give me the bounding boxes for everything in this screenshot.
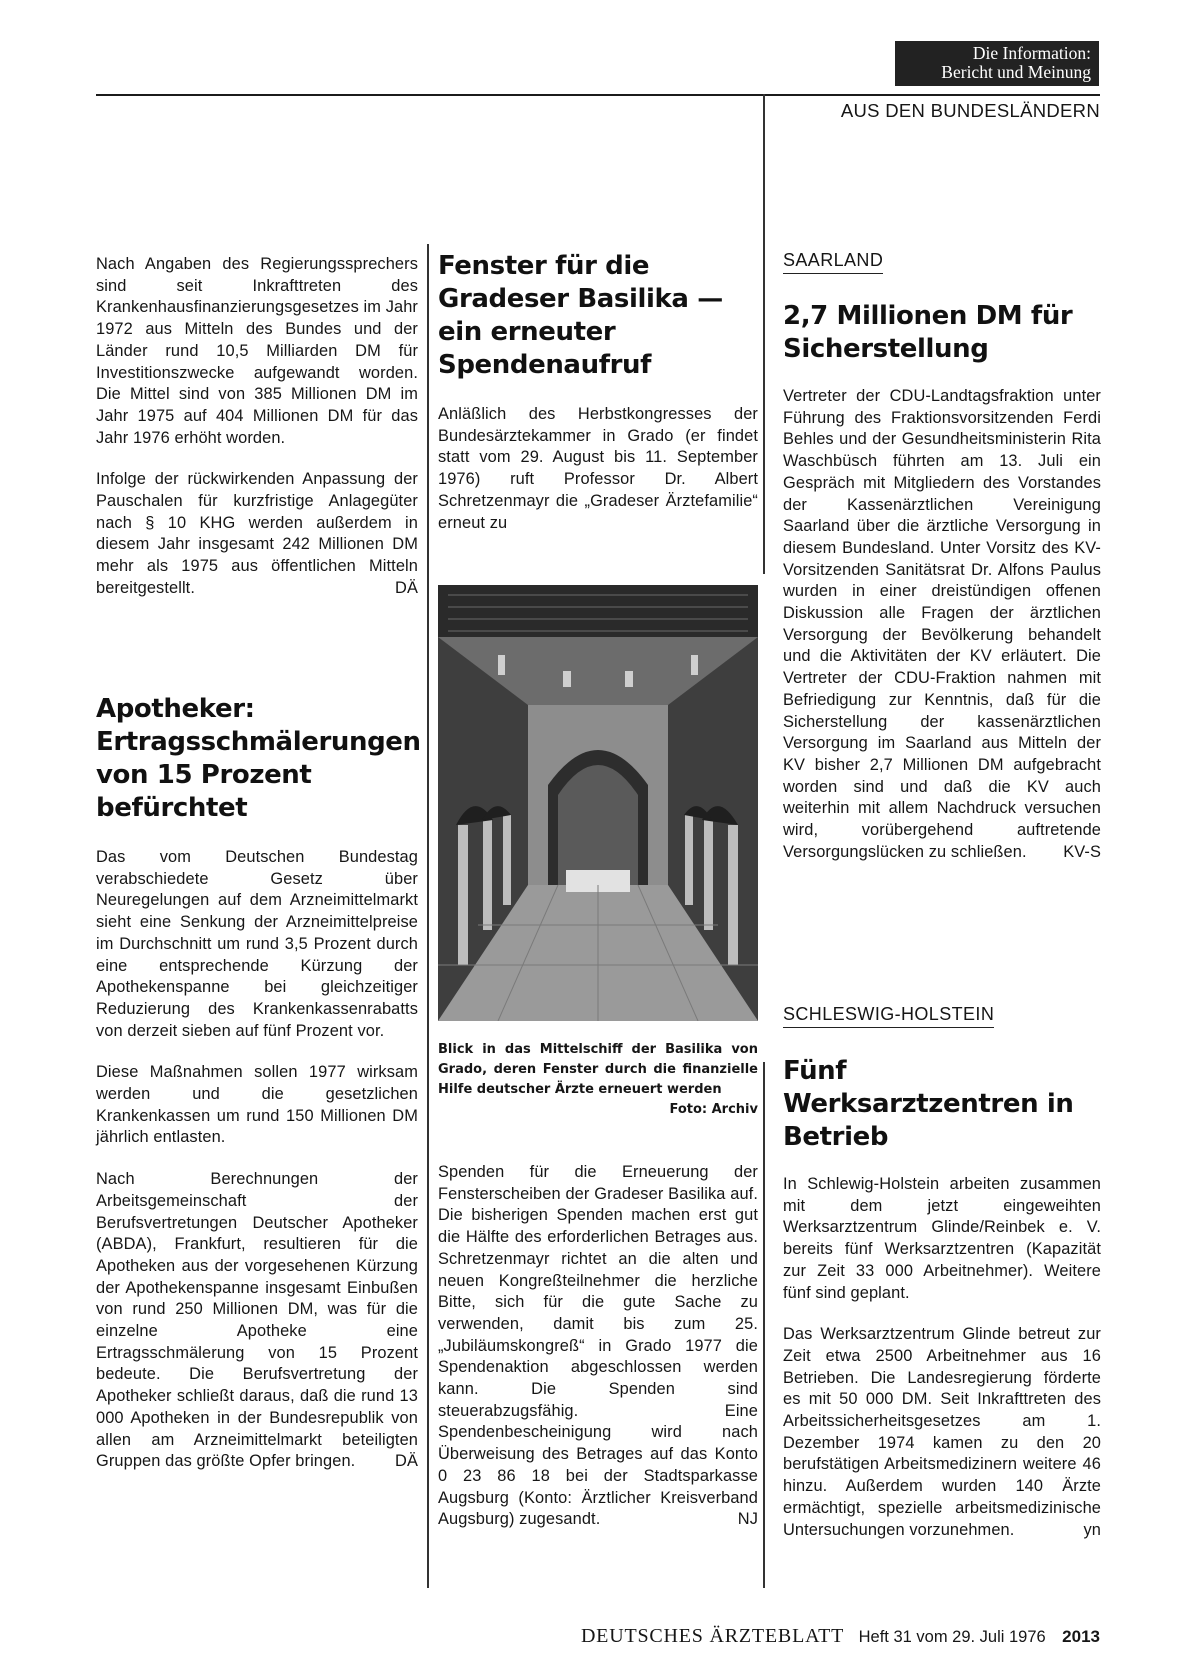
paragraph: [96, 1169, 418, 1473]
author-signature: NJ: [737, 1510, 758, 1529]
article-schleswig-holstein: [783, 1055, 1101, 1541]
column-rule-1: [427, 244, 429, 1588]
article-title: Apotheker: Ertragsschmälerungen von 15 Prozent befürchtet: [96, 694, 421, 823]
page-number: 2013: [1062, 1627, 1100, 1646]
paragraph-text: Vertreter der CDU-Landtagsfraktion unter Führung des Fraktionsvorsitzenden Ferdi Behles und der Gesundheitsministerin Rita Waschbüsch führten am 13. Juli ein Gespräch mit Mitgliedern des Vorstandes der Kassenärztlichen Vereinigung Saarland über die ärztliche Versorgung in diesem Bundesland. Unter Vorsitz des KV-Vorsitzenden Sanitätsrat Dr. Alfons Paulus wurden in einer dreistündigen offenen Diskussion alle Fragen der ärztlichen Versorgung der Bevölkerung behandelt und die Aktivitäten der KV erläutert. Die Vertreter der CDU-Fraktion nahmen mit Befriedigung zur Kenntnis, daß für die Sicherstellung der kassenärztlichen Versorgung im Saarland aus Mitteln der KV bisher 2,7 Millionen DM aufgebracht worden sind und daß die KV auch weiterhin mit allem Nachdruck versuchen wird, vorübergehend auftretende Versorgungslücken zu schließen.: [783, 387, 1101, 861]
journal-name: DEUTSCHES ÄRZTEBLATT: [580, 1625, 845, 1647]
page-footer: [480, 1625, 1100, 1648]
column-left: [96, 254, 418, 600]
region-label: SCHLESWIG-HOLSTEIN: [783, 1004, 994, 1028]
basilica-photo: [438, 585, 758, 1021]
article-saarland: [783, 300, 1101, 863]
paragraph: Anläßlich des Herbstkongresses der Bundesärztekammer in Grado (er findet statt vom 29. August bis 11. September 1976) ruft Professor Dr. Albert Schretzenmayr die „Gradeser Ärztefamilie“ erneut zu: [438, 405, 758, 532]
rubric-line-2: Bericht und Meinung: [941, 62, 1091, 82]
article-apotheker: [96, 693, 421, 1473]
section-label: AUS DEN BUNDESLÄNDERN: [840, 100, 1100, 121]
region-label: SAARLAND: [783, 250, 883, 274]
article-title: Fenster für die Gradeser Basilika — ein erneuter Spendenaufruf: [438, 251, 723, 380]
rubric-box: [895, 41, 1099, 86]
author-signature: DÄ: [395, 1452, 418, 1471]
paragraph-text: Nach Berechnungen der Arbeitsgemeinschaft der Berufsvertretungen Deutscher Apotheker (ABDA), Frankfurt, resultieren für die Apotheken aus der vorgesehenen Kürzung der Apothekenspanne insgesamt Einbußen von rund 250 Millionen DM, was für die einzelne Apotheke eine Ertragsschmälerung von 15 Prozent bedeute. Die Berufsvertretung der Apotheker schließt daraus, daß die rund 13 000 Apotheken in der Bundesrepublik von allen am Arzneimittelmarkt beteiligten Gruppen das größte Opfer bringen.: [96, 1170, 418, 1471]
paragraph: In Schlewig-Holstein arbeiten zusammen mit dem jetzt eingeweihten Werksarztzentrum Glinde/Reinbek e. V. bereits fünf Werksarztzentren (Kapazität zur Zeit 33 000 Arbeitnehmer). Weitere fünf sind geplant.: [783, 1175, 1101, 1302]
paragraph: [783, 1324, 1101, 1541]
column-rule-2: [763, 1062, 765, 1588]
author-signature: DÄ: [395, 578, 418, 597]
photo-caption: [438, 1040, 758, 1120]
photo-credit: Foto: Archiv: [669, 1102, 758, 1117]
article-title: Fünf Werksarztzentren in Betrieb: [783, 1056, 1074, 1152]
paragraph: [783, 386, 1101, 863]
paragraph: [438, 1162, 758, 1531]
author-signature: yn: [1083, 1520, 1101, 1539]
article-basilika-head: [438, 250, 758, 534]
paragraph: [96, 469, 418, 599]
basilica-interior-image: [438, 585, 758, 1021]
article-title: 2,7 Millionen DM für Sicherstellung: [783, 301, 1073, 364]
article-basilika-body: [438, 1162, 758, 1531]
paragraph: Nach Angaben des Regierungssprechers sind seit Inkrafttreten des Krankenhausfinanzierungsgesetzes im Jahr 1972 aus Mitteln des Bundes und der Länder rund 10,5 Milliarden DM für Investitionszwecke aufgewandt worden. Die Mittel sind von 385 Millionen DM im Jahr 1975 auf 404 Millionen DM für das Jahr 1976 erhöht worden.: [96, 255, 418, 447]
author-signature: KV-S: [1063, 842, 1101, 861]
paragraph-text: Das Werksarztzentrum Glinde betreut zur Zeit etwa 2500 Arbeitnehmer aus 16 Betrieben. Die Landesregierung förderte es mit 50 000 DM. Seit Inkrafttreten des Arbeitssicherheitsgesetzes am 1. Dezember 1974 kamen zu den 20 berufstätigen Arbeitsmedizinern weitere 46 hinzu. Außerdem wurden 140 Ärzte ermächtigt, spezielle arbeitsmedizinische Untersuchungen vorzunehmen.: [783, 1325, 1101, 1539]
rubric-line-1: Die Information:: [972, 43, 1091, 63]
paragraph-text: Spenden für die Erneuerung der Fensterscheiben der Gradeser Basilika auf. Die bisherigen Spenden machen erst gut die Hälfte des erforderlichen Betrages aus. Schretzenmayr richtet an die alten und neuen Kongreßteilnehmer die herzliche Bitte, sich für die gute Sache zu verwenden, damit bis zum 25. „Jubiläumskongreß“ in Grado 1977 die Spendenaktion abgeschlossen werden kann. Die Spenden sind steuerabzugsfähig. Eine Spendenbescheinigung wird nach Überweisung des Betrages auf das Konto 0 23 86 18 bei der Stadtsparkasse Augsburg (Konto: Ärztlicher Kreisverband Augsburg) zugesandt.: [438, 1163, 758, 1529]
caption-text: Blick in das Mittelschiff der Basilika von Grado, deren Fenster durch die finanzielle Hilfe deutscher Ärzte erneuert werden: [438, 1042, 758, 1097]
column-rule-upper: [763, 94, 765, 574]
paragraph: Diese Maßnahmen sollen 1977 wirksam werden und die gesetzlichen Krankenkassen um rund 150 Millionen DM jährlich entlasten.: [96, 1063, 418, 1147]
issue-info: Heft 31 vom 29. Juli 1976: [858, 1628, 1046, 1646]
paragraph-text: Infolge der rückwirkenden Anpassung der Pauschalen für kurzfristige Anlagegüter nach § 10 KHG werden außerdem in diesem Jahr insgesamt 242 Millionen DM mehr als 1975 aus öffentlichen Mitteln bereitgestellt.: [96, 470, 418, 597]
paragraph: Das vom Deutschen Bundestag verabschiedete Gesetz über Neuregelungen auf dem Arzneimittelmarkt sieht eine Senkung der Arzneimittelpreise im Durchschnitt um rund 3,5 Prozent durch eine entsprechende Kürzung der Apothekenspanne bei gleichzeitiger Reduzierung des Krankenkassenrabatts von derzeit sieben auf fünf Prozent vor.: [96, 848, 418, 1040]
top-rule: [96, 94, 1100, 96]
